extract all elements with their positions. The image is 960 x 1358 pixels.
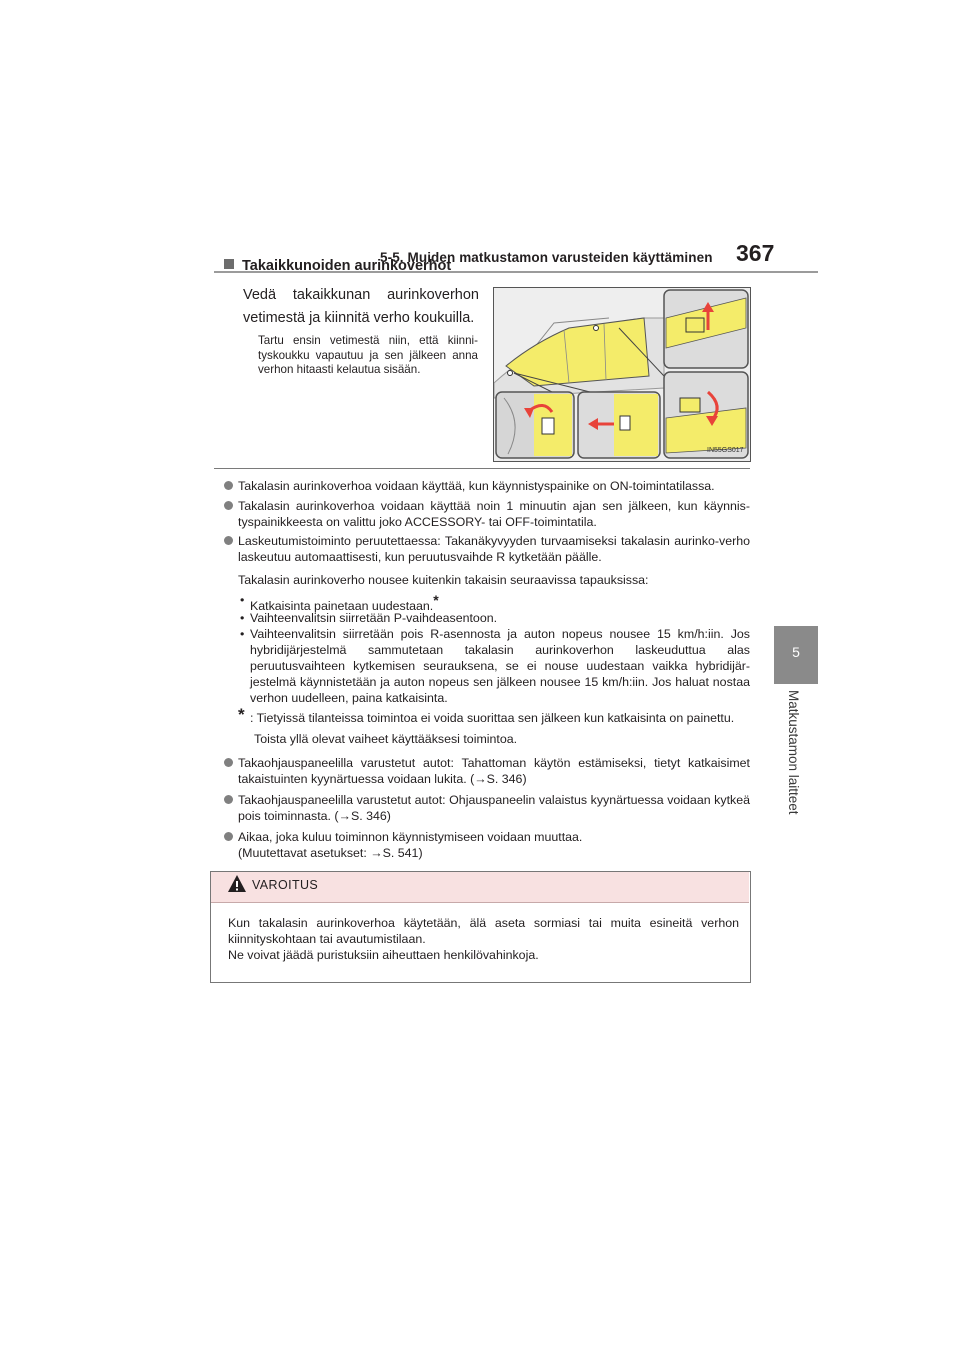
note-text: Laskeutumistoiminto peruutettaessa: Takanäkyvyyden turvaamiseksi takalasin aurinko-verho laskeutuu automaattisesti, kun peruutusvaihde R kytketään päälle. xyxy=(238,534,750,564)
warning-line: Ne voivat jäädä puristuksiin aiheuttaen henkilövahinkoja. xyxy=(228,948,539,962)
note-text: Takaohjauspaneelilla varustetut autot: Tahattoman käytön estämiseksi, tietyt katkaisimet takaistuinten kyynärtuessa voidaan lukita. (→S. 346) xyxy=(238,756,750,786)
instruction-detail: Tartu ensin vetimestä niin, että kiinni-tyskoukku vapautuu ja sen jälkeen anna verhon hitaasti kelautua sisään. xyxy=(258,334,478,377)
sub-bullet xyxy=(238,626,750,706)
note-item xyxy=(224,792,750,824)
bullet-dot-icon xyxy=(224,758,233,767)
heading-square-icon xyxy=(224,259,234,269)
figure-code: IN55GS017 xyxy=(707,447,744,454)
note-item xyxy=(224,533,750,565)
chapter-tab-label-wrap xyxy=(783,690,803,830)
sub-bullet-text: Vaihteenvalitsin siirretään pois R-asennosta ja auton nopeus nousee 15 km/h:iin. Jos hybridijärjestelmä sammutetaan takalasin aurinkoverhon laskeuduttua alas peruutusvaihteen kytkemisen seurauksena, se ei nouse uudestaan vaikka hybridijär-jestelmä käynnistetään ja auton nopeus sen jälkeen nousee 15 km/h:iin. Jos haluat nostaa verhon uudelleen, paina katkaisinta. xyxy=(250,627,750,705)
note-item xyxy=(224,755,750,787)
bullet-dot-icon xyxy=(224,501,233,510)
note-item xyxy=(224,829,750,861)
footnote-ref: * xyxy=(433,592,439,608)
sub-bullet-dot: • xyxy=(240,593,245,607)
footnote-continuation: Toista yllä olevat vaiheet käyttääksesi toimintoa. xyxy=(254,732,518,746)
chapter-tab-label: Matkustamon laitteet xyxy=(786,690,801,815)
sunshade-illustration xyxy=(493,287,751,462)
notes-divider xyxy=(214,468,750,469)
sub-bullet xyxy=(238,610,750,626)
footnote-text: : Tietyissä tilanteissa toimintoa ei voida suorittaa sen jälkeen kun katkaisinta on painettu. xyxy=(250,711,735,725)
section-heading xyxy=(224,258,451,274)
note-item xyxy=(224,478,750,494)
note-text: Takalasin aurinkoverhoa voidaan käyttää noin 1 minuutin ajan sen jälkeen, kun käynnis-tyspainikkeesta on valittu joko ACCESSORY- tai OFF-toimintatila. xyxy=(238,499,750,529)
note-text: Takaohjauspaneelilla varustetut autot: Ohjauspaneelin valaistus kyynärtuessa voidaan kytkeä pois toiminnasta. (→S. 346) xyxy=(238,793,750,823)
section-heading-text: Takaikkunoiden aurinkoverhot xyxy=(242,258,452,274)
chapter-tab-number: 5 xyxy=(792,644,800,660)
note-text xyxy=(224,829,750,861)
note-item xyxy=(224,498,750,530)
warning-title: VAROITUS xyxy=(252,878,319,892)
sub-bullet-content: Katkaisinta painetaan uudestaan. xyxy=(250,599,434,614)
sub-bullet-dot: • xyxy=(240,627,245,641)
bullet-dot-icon xyxy=(224,536,233,545)
warning-triangle-icon xyxy=(227,874,247,894)
sub-bullet-dot: • xyxy=(240,611,245,625)
sunshade-drawing xyxy=(494,288,750,461)
footnote-mark: * xyxy=(238,705,245,724)
chapter-title: 5-5. Muiden matkustamon varusteiden käyttäminen xyxy=(380,250,713,265)
note-paragraph: Takalasin aurinkoverho nousee kuitenkin takaisin seuraavissa tapauksissa: xyxy=(238,573,649,587)
bullet-dot-icon xyxy=(224,481,233,490)
note-line: (Muutettavat asetukset: →S. 541) xyxy=(238,846,423,860)
warning-line: Kun takalasin aurinkoverhoa käytetään, älä aseta sormiasi tai muita esineitä verhon kiinnityskohtaan tai avautumistilaan. xyxy=(228,916,739,946)
note-text: Takalasin aurinkoverhoa voidaan käyttää, kun käynnistyspainike on ON-toimintatilassa. xyxy=(238,479,715,493)
sub-bullet-text: Vaihteenvalitsin siirretään P-vaihdeasentoon. xyxy=(250,611,498,625)
instruction-text: Vedä takaikkunan aurinkoverhon vetimestä ja kiinnitä verho koukuilla. xyxy=(243,287,479,326)
warning-body xyxy=(228,915,739,963)
footnote xyxy=(238,705,750,726)
bullet-dot-icon xyxy=(224,795,233,804)
page-number: 367 xyxy=(736,240,775,266)
note-line: Aikaa, joka kuluu toiminnon käynnistymiseen voidaan muuttaa. xyxy=(238,830,583,844)
bullet-dot-icon xyxy=(224,832,233,841)
